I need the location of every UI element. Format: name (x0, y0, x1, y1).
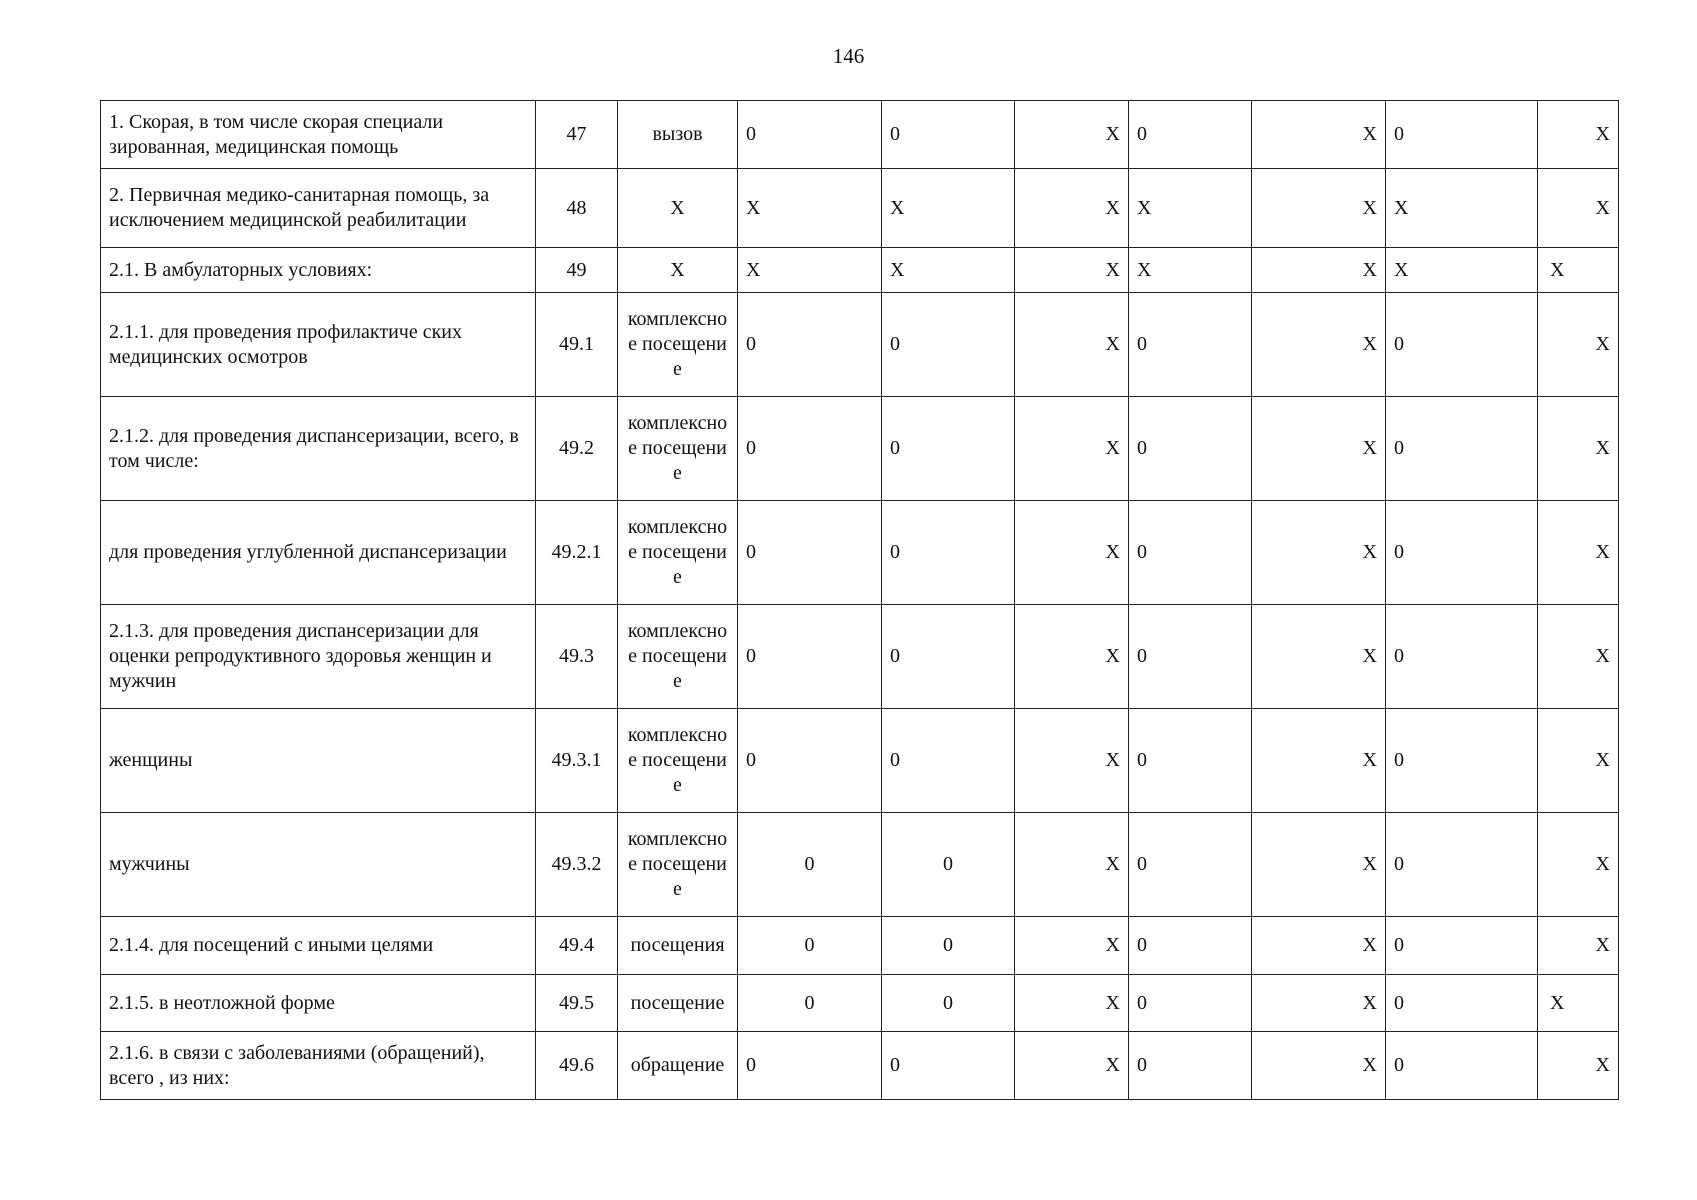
row-unit-cell: вызов (618, 101, 738, 169)
value-cell: 0 (738, 293, 882, 397)
value-cell: Х (1015, 975, 1129, 1032)
value-cell: Х (1538, 169, 1619, 248)
value-cell: Х (1252, 169, 1386, 248)
row-name-cell: мужчины (101, 813, 536, 917)
value-cell: 0 (1386, 917, 1538, 975)
value-cell: Х (1252, 975, 1386, 1032)
row-code-cell: 49.4 (536, 917, 618, 975)
table-row (101, 397, 1619, 501)
value-cell: Х (1015, 605, 1129, 709)
page-number: 146 (832, 44, 865, 68)
value-cell: 0 (882, 397, 1015, 501)
row-unit-cell: комплексное посещение (618, 501, 738, 605)
row-name-cell: 2.1.5. в неотложной форме (101, 975, 536, 1032)
table-row (101, 975, 1619, 1032)
value-cell: Х (1538, 709, 1619, 813)
table-row (101, 101, 1619, 169)
value-cell: Х (738, 169, 882, 248)
value-cell: 0 (1386, 605, 1538, 709)
value-cell: Х (1252, 1032, 1386, 1100)
value-cell: 0 (882, 813, 1015, 917)
value-cell: Х (1538, 975, 1619, 1032)
value-cell: Х (1538, 605, 1619, 709)
value-cell: 0 (1129, 397, 1252, 501)
row-code-cell: 49.2.1 (536, 501, 618, 605)
value-cell: 0 (738, 975, 882, 1032)
value-cell: Х (1538, 1032, 1619, 1100)
value-cell: Х (1538, 813, 1619, 917)
value-cell: Х (1252, 917, 1386, 975)
table-row (101, 605, 1619, 709)
row-name-cell: 2.1. В амбулаторных условиях: (101, 248, 536, 293)
value-cell: Х (1015, 709, 1129, 813)
value-cell: Х (1129, 169, 1252, 248)
value-cell: 0 (1386, 813, 1538, 917)
row-name-cell: 1. Скорая, в том числе скорая специали зированная, медицинская помощь (101, 101, 536, 169)
value-cell: 0 (882, 501, 1015, 605)
value-cell: 0 (1386, 101, 1538, 169)
table-row (101, 248, 1619, 293)
row-unit-cell: посещение (618, 975, 738, 1032)
value-cell: Х (1252, 501, 1386, 605)
value-cell: 0 (1386, 501, 1538, 605)
row-name-cell: 2.1.4. для посещений с иными целями (101, 917, 536, 975)
value-cell: Х (1252, 813, 1386, 917)
table-row (101, 1032, 1619, 1100)
value-cell: Х (1015, 101, 1129, 169)
value-cell: 0 (1129, 813, 1252, 917)
value-cell: 0 (1386, 1032, 1538, 1100)
value-cell: Х (1538, 501, 1619, 605)
table-row (101, 813, 1619, 917)
value-cell: Х (1538, 397, 1619, 501)
value-cell: Х (1538, 917, 1619, 975)
row-unit-cell: Х (618, 248, 738, 293)
row-code-cell: 49.6 (536, 1032, 618, 1100)
value-cell: Х (882, 248, 1015, 293)
value-cell: 0 (1386, 975, 1538, 1032)
value-cell: Х (1015, 169, 1129, 248)
value-cell: Х (1538, 101, 1619, 169)
value-cell: Х (1252, 101, 1386, 169)
value-cell: 0 (1129, 1032, 1252, 1100)
table-row (101, 709, 1619, 813)
value-cell: 0 (1129, 101, 1252, 169)
value-cell: 0 (882, 293, 1015, 397)
value-cell: Х (1252, 248, 1386, 293)
value-cell: Х (738, 248, 882, 293)
row-name-cell: 2. Первичная медико-санитарная помощь, за исключением медицинской реабилитации (101, 169, 536, 248)
value-cell: Х (1015, 917, 1129, 975)
value-cell: 0 (1129, 709, 1252, 813)
value-cell: 0 (738, 917, 882, 975)
value-cell: Х (1538, 293, 1619, 397)
row-code-cell: 48 (536, 169, 618, 248)
row-unit-cell: обращение (618, 1032, 738, 1100)
value-cell: Х (1252, 605, 1386, 709)
value-cell: 0 (738, 501, 882, 605)
row-name-cell: 2.1.1. для проведения профилактиче ских медицинских осмотров (101, 293, 536, 397)
value-cell: 0 (882, 1032, 1015, 1100)
row-name-cell: 2.1.6. в связи с заболеваниями (обращений), всего , из них: (101, 1032, 536, 1100)
row-code-cell: 49.3.2 (536, 813, 618, 917)
value-cell: 0 (1129, 975, 1252, 1032)
table-row (101, 293, 1619, 397)
value-cell: 0 (882, 605, 1015, 709)
row-name-cell: женщины (101, 709, 536, 813)
row-name-cell: для проведения углубленной диспансеризации (101, 501, 536, 605)
value-cell: 0 (882, 975, 1015, 1032)
row-code-cell: 49.2 (536, 397, 618, 501)
data-table (100, 100, 1619, 1100)
value-cell: 0 (1129, 293, 1252, 397)
value-cell: Х (1015, 813, 1129, 917)
table-row (101, 169, 1619, 248)
value-cell: 0 (1129, 917, 1252, 975)
value-cell: 0 (738, 605, 882, 709)
value-cell: Х (1015, 293, 1129, 397)
value-cell: 0 (882, 709, 1015, 813)
value-cell: 0 (1386, 397, 1538, 501)
row-unit-cell: комплексное посещение (618, 709, 738, 813)
value-cell: 0 (738, 1032, 882, 1100)
value-cell: 0 (882, 917, 1015, 975)
value-cell: 0 (1129, 605, 1252, 709)
row-code-cell: 49.1 (536, 293, 618, 397)
value-cell: Х (1252, 709, 1386, 813)
value-cell: Х (1386, 169, 1538, 248)
value-cell: Х (1015, 397, 1129, 501)
row-unit-cell: комплексное посещение (618, 605, 738, 709)
value-cell: Х (1252, 397, 1386, 501)
value-cell: Х (1015, 1032, 1129, 1100)
value-cell: 0 (738, 397, 882, 501)
value-cell: 0 (738, 709, 882, 813)
row-unit-cell: комплексное посещение (618, 813, 738, 917)
value-cell: 0 (1129, 501, 1252, 605)
value-cell: Х (1386, 248, 1538, 293)
row-unit-cell: Х (618, 169, 738, 248)
value-cell: Х (1015, 248, 1129, 293)
table-row (101, 501, 1619, 605)
row-code-cell: 49.5 (536, 975, 618, 1032)
row-name-cell: 2.1.2. для проведения диспансеризации, всего, в том числе: (101, 397, 536, 501)
value-cell: Х (1538, 248, 1619, 293)
row-code-cell: 49.3 (536, 605, 618, 709)
value-cell: Х (1129, 248, 1252, 293)
row-unit-cell: посещения (618, 917, 738, 975)
value-cell: 0 (1386, 709, 1538, 813)
value-cell: 0 (738, 813, 882, 917)
value-cell: 0 (882, 101, 1015, 169)
row-unit-cell: комплексное посещение (618, 397, 738, 501)
value-cell: 0 (738, 101, 882, 169)
value-cell: Х (1015, 501, 1129, 605)
value-cell: Х (882, 169, 1015, 248)
row-unit-cell: комплексное посещение (618, 293, 738, 397)
value-cell: 0 (1386, 293, 1538, 397)
table-row (101, 917, 1619, 975)
row-code-cell: 49.3.1 (536, 709, 618, 813)
row-code-cell: 47 (536, 101, 618, 169)
value-cell: Х (1252, 293, 1386, 397)
row-name-cell: 2.1.3. для проведения диспансеризации для оценки репродуктивного здоровья женщин и мужчин (101, 605, 536, 709)
row-code-cell: 49 (536, 248, 618, 293)
